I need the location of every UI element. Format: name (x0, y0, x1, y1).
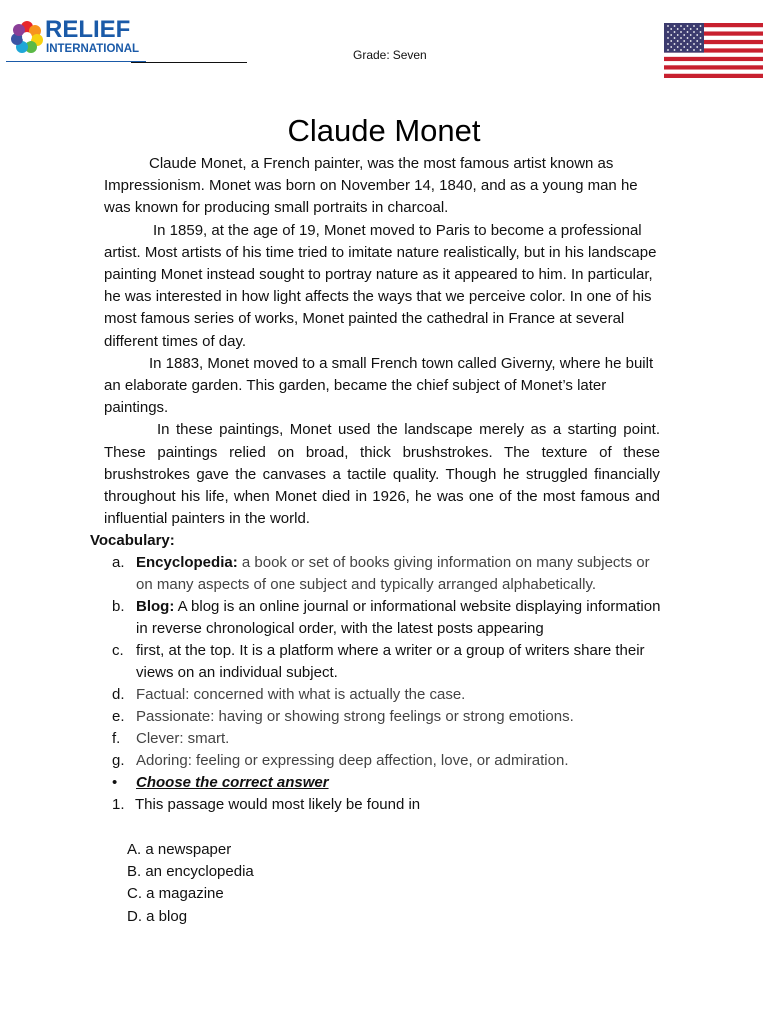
instruction-bullet: • (112, 774, 118, 791)
vocabulary-list (112, 552, 668, 772)
answer-option-c: C. a magazine (127, 885, 224, 903)
logo-underline (6, 61, 146, 62)
vocab-definition: a book or set of books giving information on many subjects or on many aspects of one subject and typically arranged alphabetically. (136, 554, 650, 593)
vocab-term: Blog: (136, 598, 175, 615)
vocab-marker: d. (112, 686, 125, 703)
us-flag-image (664, 23, 763, 78)
vocab-definition: Passionate: having or showing strong feelings or strong emotions. (136, 708, 574, 725)
vocab-item-encyclopedia (112, 552, 668, 596)
passage-paragraph-3: In 1883, Monet moved to a small French town called Giverny, where he built an elaborate garden. This garden, became the chief subject of Monet’s later paintings. (104, 354, 654, 417)
vocab-item-clever (112, 728, 668, 750)
logo-text-top: RELIEF (45, 16, 131, 43)
answer-options (127, 839, 254, 928)
instruction-text: Choose the correct answer (136, 774, 329, 791)
answer-option-b: B. an encyclopedia (127, 863, 254, 881)
vocabulary-heading: Vocabulary: (90, 532, 175, 549)
vocab-definition: Factual: concerned with what is actually the case. (136, 686, 466, 703)
grade-value: Seven (392, 48, 427, 62)
vocab-marker: g. (112, 752, 125, 769)
vocab-definition: first, at the top. It is a platform where a writer or a group of writers share their views on an individual subject. (136, 642, 645, 681)
question-1 (112, 794, 420, 816)
question-text: This passage would most likely be found in (135, 796, 421, 813)
vocab-definition: Clever: smart. (136, 730, 230, 747)
vocab-item-adoring (112, 750, 668, 772)
vocab-item-blog (112, 596, 668, 640)
vocab-marker: e. (112, 708, 125, 725)
vocab-item-passionate (112, 706, 668, 728)
logo-text-bottom: INTERNATIONAL (46, 43, 140, 55)
grade-label: Grade: (353, 48, 390, 62)
name-blank-line (131, 62, 247, 63)
passage-paragraph-4: In these paintings, Monet used the landscape merely as a starting point. These paintings relied on broad, thick brushstrokes. The texture of these brushstrokes gave the canvases a tactile quality. Though he struggled financially throughout his life, when Monet died in 1926, he was one of the most famous and influential painters in the world. (104, 421, 660, 528)
relief-international-logo (6, 14, 156, 64)
vocab-marker: c. (112, 642, 124, 659)
passage-paragraph-2: In 1859, at the age of 19, Monet moved to Paris to become a professional artist. Most artists of his time tried to imitate nature realistically, but in his landscape painting Monet instead sought to portray nature as it appeared to him. In particular, he was interested in how light affects the ways that we perceive color. In one of his most famous series of works, Monet painted the cathedral in France at several different times of day. (104, 221, 657, 350)
answer-option-a: A. a newspaper (127, 841, 232, 858)
vocab-marker: a. (112, 554, 125, 571)
passage-paragraph-1: Claude Monet, a French painter, was the most famous artist known as Impressionism. Monet was born on November 14, 1840, and as a young man he was known for producing small portraits in charcoal. (104, 155, 638, 217)
vocab-item-factual (112, 684, 668, 706)
vocab-marker: f. (112, 730, 121, 747)
vocab-definition: A blog is an online journal or informational website displaying information in reverse chronological order, with the latest posts appearing (136, 598, 661, 637)
instruction (112, 772, 329, 794)
reading-passage (104, 153, 660, 530)
vocab-marker: b. (112, 598, 125, 615)
grade-line (350, 48, 427, 62)
vocab-definition: Adoring: feeling or expressing deep affection, love, or admiration. (136, 752, 569, 769)
question-number: 1. (112, 796, 125, 813)
vocab-term: Encyclopedia: (136, 554, 238, 571)
page-title: Claude Monet (287, 113, 481, 148)
answer-option-d: D. a blog (127, 907, 188, 925)
vocab-item-blog-continued (112, 640, 668, 684)
